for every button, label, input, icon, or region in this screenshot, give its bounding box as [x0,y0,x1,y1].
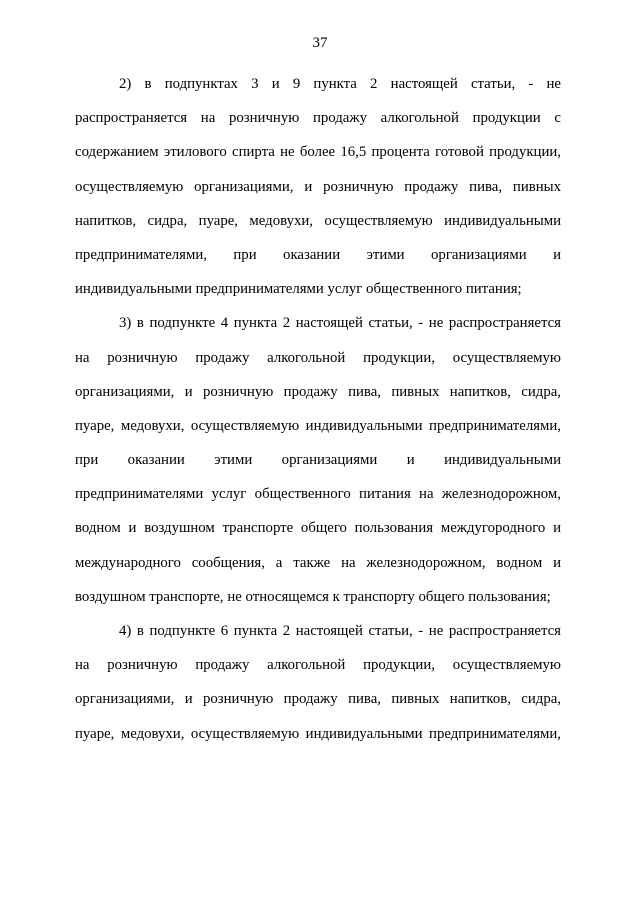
text-line: организациями, и розничную продажу пива, пивных напитков, сидра, [75,691,561,708]
text-line: организациями, и розничную продажу пива, пивных напитков, сидра, [75,383,561,400]
text-line: распространяется на розничную продажу алкогольной продукции с [75,110,561,127]
text-line: содержанием этилового спирта не более 16,5 процента готовой продукции, [75,144,561,161]
text-line: водном и воздушном транспорте общего пользования междугородного и [75,520,561,537]
text-line: пуаре, медовухи, осуществляемую индивидуальными предпринимателями, [75,725,561,742]
text-line: напитков, сидра, пуаре, медовухи, осуществляемую индивидуальными [75,212,561,229]
text-line: предпринимателями, при оказании этими организациями и [75,246,561,263]
page-number: 37 [312,35,328,51]
text-line: на розничную продажу алкогольной продукции, осуществляемую [75,657,561,674]
paragraph-item-3 [75,306,561,614]
text-line: пуаре, медовухи, осуществляемую индивидуальными предпринимателями, [75,417,561,434]
text-line: 2) в подпунктах 3 и 9 пункта 2 настоящей статьи, - не [119,76,561,92]
text-line: международного сообщения, а также на железнодорожном, водном и [75,554,561,571]
document-body [75,67,561,751]
text-line: предпринимателями услуг общественного питания на железнодорожном, [75,486,561,503]
text-line: воздушном транспорте, не относящемся к транспорту общего пользования; [75,588,551,605]
paragraph-item-2 [75,67,561,306]
text-line: индивидуальными предпринимателями услуг общественного питания; [75,281,522,298]
text-line: при оказании этими организациями и индивидуальными [75,452,561,469]
text-line: осуществляемую организациями, и розничную продажу пива, пивных [75,178,561,195]
text-line: 4) в подпункте 6 пункта 2 настоящей статьи, - не распространяется [119,623,561,639]
paragraph-item-4 [75,614,561,751]
text-line: на розничную продажу алкогольной продукции, осуществляемую [75,349,561,366]
text-line: 3) в подпункте 4 пункта 2 настоящей статьи, - не распространяется [119,315,561,332]
